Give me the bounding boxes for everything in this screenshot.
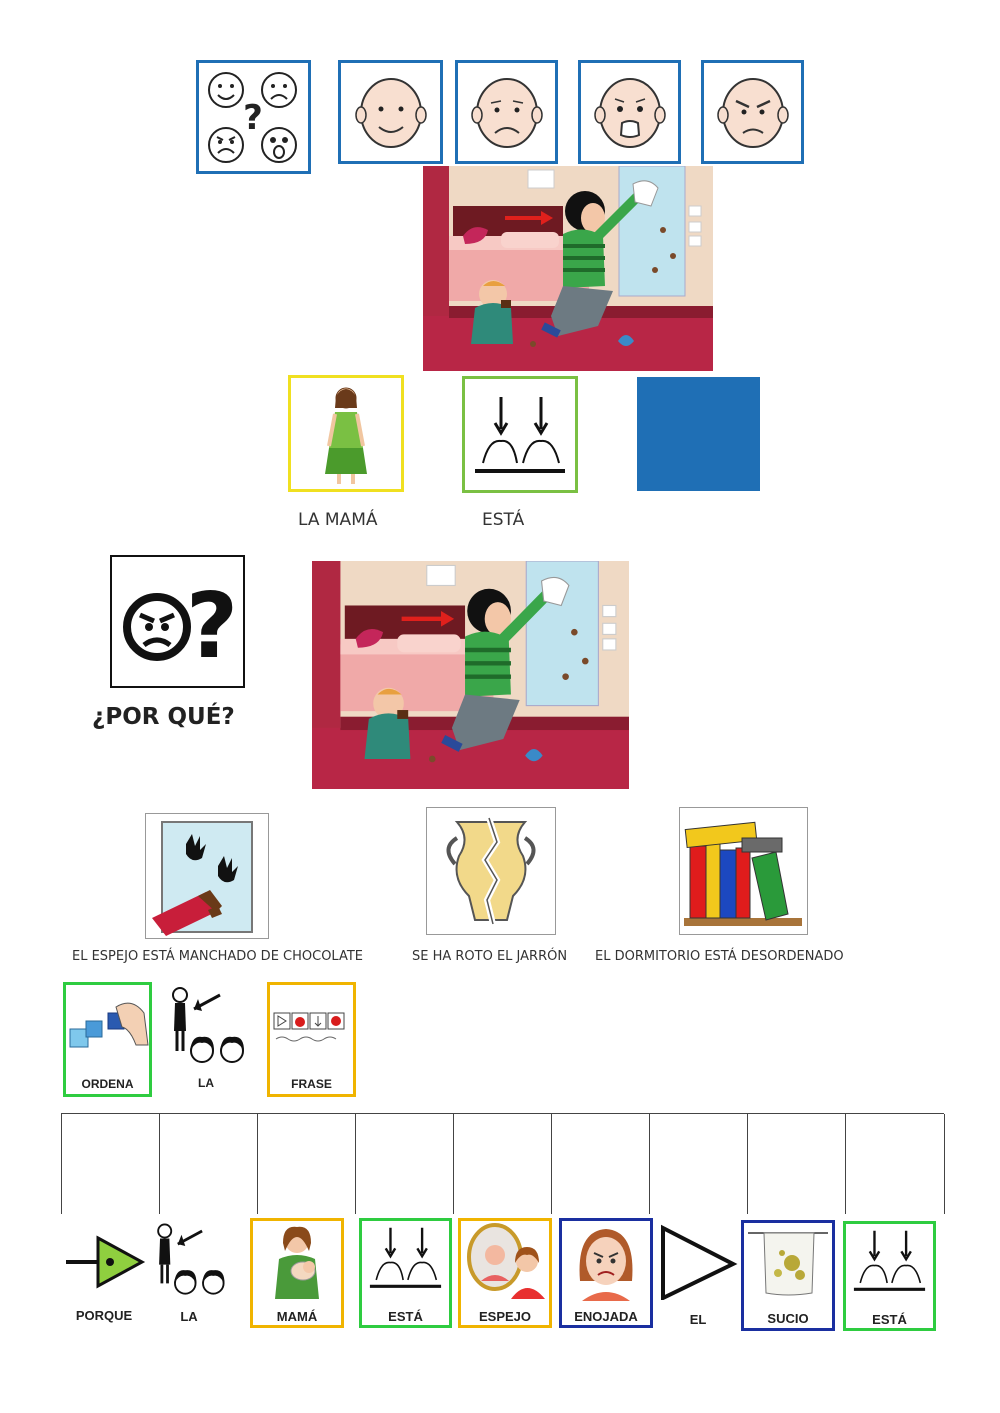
hands-down-icon — [465, 379, 575, 490]
female-pointer-icon — [160, 985, 252, 1067]
sentence-slot[interactable] — [159, 1114, 258, 1214]
word-card-esta-1[interactable] — [359, 1218, 452, 1328]
sentence-slot[interactable] — [355, 1114, 454, 1214]
mama-picto-card — [288, 375, 404, 492]
option-label-books: EL DORMITORIO ESTÁ DESORDENADO — [595, 949, 844, 964]
word-card-la[interactable] — [146, 1220, 232, 1328]
word-label: ESPEJO — [478, 1309, 532, 1324]
arrange-blocks-icon — [66, 985, 149, 1065]
sentence-slot[interactable] — [845, 1114, 945, 1214]
word-label: SUCIO — [767, 1311, 809, 1326]
option-card-books[interactable] — [679, 807, 808, 935]
female-pointer-icon — [146, 1220, 232, 1300]
sentence-strip-icon — [270, 985, 353, 1055]
word-card-sucio[interactable] — [741, 1220, 835, 1331]
word-label: ESTÁ — [388, 1309, 423, 1324]
scene-illustration-middle — [312, 561, 629, 789]
bedroom-scene-icon — [423, 166, 713, 371]
instruction-word-ordena: ORDENA — [81, 1077, 134, 1091]
sentence-slot[interactable] — [649, 1114, 748, 1214]
angry-face-card — [701, 60, 804, 164]
sad-face-icon — [458, 63, 555, 161]
option-label-chocolate: EL ESPEJO ESTÁ MANCHADO DE CHOCOLATE — [72, 949, 364, 964]
bedroom-scene-icon — [312, 561, 629, 789]
word-label: ENOJADA — [574, 1309, 638, 1324]
chocolate-mirror-icon — [146, 814, 268, 938]
sentence-slot[interactable] — [61, 1114, 160, 1214]
cause-arrow-icon — [62, 1218, 146, 1298]
word-card-porque[interactable] — [62, 1218, 146, 1328]
esta-picto-card — [462, 376, 578, 493]
happy-face-icon — [341, 63, 440, 161]
svg-text:?: ? — [243, 98, 263, 138]
word-label: EL — [689, 1312, 707, 1327]
word-card-mama[interactable] — [250, 1218, 344, 1328]
mother-figure-icon — [291, 378, 401, 489]
word-label: PORQUE — [75, 1308, 133, 1323]
happy-face-card — [338, 60, 443, 164]
sentence-slot[interactable] — [257, 1114, 356, 1214]
instruction-frase-card — [267, 982, 356, 1097]
word-label: ESTÁ — [872, 1312, 907, 1327]
broken-vase-icon — [427, 808, 555, 934]
instruction-ordena-card — [63, 982, 152, 1097]
instruction-word-frase: FRASE — [291, 1077, 332, 1091]
option-card-vase[interactable] — [426, 807, 556, 935]
option-label-vase: SE HA ROTO EL JARRÓN — [412, 949, 568, 964]
hands-down-icon — [846, 1224, 933, 1304]
verb-label: ESTÁ — [482, 510, 525, 530]
option-card-chocolate[interactable] — [145, 813, 269, 939]
mother-baby-icon — [253, 1221, 341, 1301]
answer-color-box[interactable] — [637, 377, 760, 491]
angry-girl-icon — [562, 1221, 650, 1301]
angry-question-icon — [112, 557, 243, 686]
instruction-word-la: LA — [198, 1076, 214, 1090]
why-picto-card — [110, 555, 245, 688]
emotions-question-card — [196, 60, 311, 174]
angry-face-icon — [704, 63, 801, 161]
word-card-esta-2[interactable] — [843, 1221, 936, 1331]
mirror-icon — [461, 1221, 549, 1301]
sentence-slot[interactable] — [747, 1114, 846, 1214]
word-card-el[interactable] — [657, 1220, 739, 1330]
word-card-enojada[interactable] — [559, 1218, 653, 1328]
dirty-cloth-icon — [744, 1223, 832, 1305]
instruction-la-picto — [160, 985, 252, 1097]
word-label: LA — [180, 1309, 198, 1324]
sad-face-card — [455, 60, 558, 164]
subject-label: LA MAMÁ — [298, 510, 378, 530]
messy-books-icon — [680, 808, 807, 934]
sentence-slot[interactable] — [453, 1114, 552, 1214]
sentence-slot-grid — [61, 1113, 944, 1213]
word-card-espejo[interactable] — [458, 1218, 552, 1328]
svg-text:?: ? — [185, 574, 239, 679]
scared-face-card — [578, 60, 681, 164]
emotions-question-icon — [199, 63, 308, 171]
why-question-label: ¿POR QUÉ? — [92, 704, 235, 730]
scared-face-icon — [581, 63, 678, 161]
scene-illustration-top — [423, 166, 713, 371]
triangle-play-icon — [657, 1220, 739, 1300]
word-label: MAMÁ — [276, 1309, 318, 1324]
hands-down-icon — [362, 1221, 449, 1301]
sentence-slot[interactable] — [551, 1114, 650, 1214]
